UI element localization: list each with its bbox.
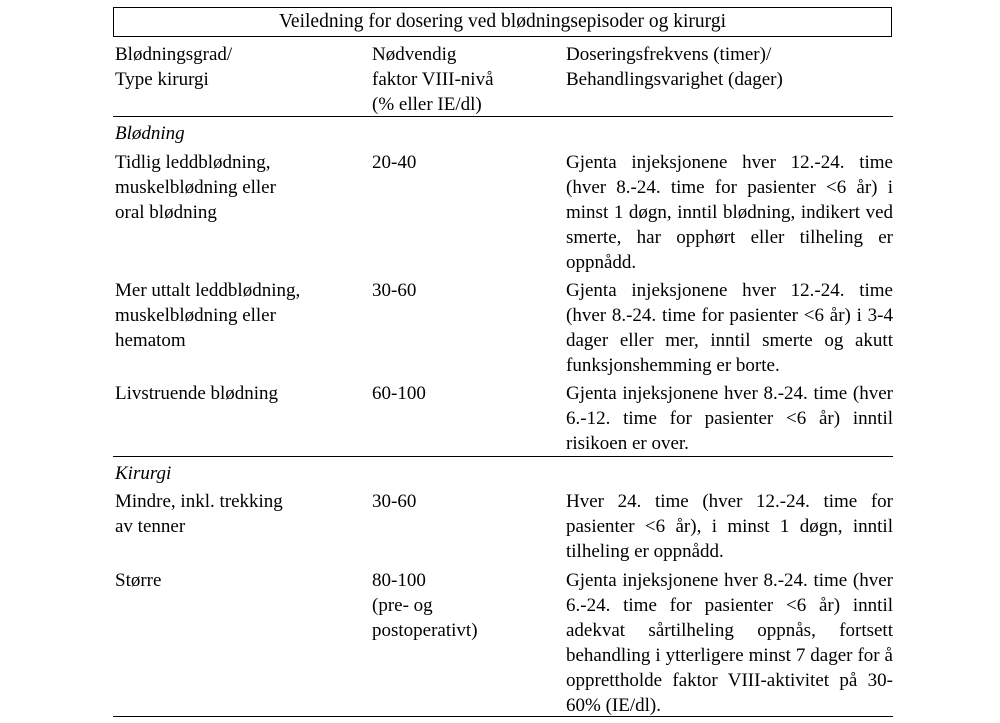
section-divider (113, 456, 893, 457)
row-type: Mindre, inkl. trekking av tenner (115, 491, 283, 537)
row-dosing: Gjenta injeksjonene hver 12.-24. time (hver 8.-24. time for pasienter <6 år) i minst 1 døgn, inntil blødning, indikert ved smerte, har opphørt eller tilheling er oppnådd. (566, 152, 893, 273)
row-level: 20-40 (372, 152, 417, 173)
row-dosing: Hver 24. time (hver 12.-24. time for pasienter <6 år), i minst 1 døgn, inntil tilheling er oppnådd. (566, 491, 893, 562)
row-type: Tidlig leddblødning, muskelblødning eller oral blødning (115, 152, 276, 223)
row-level: 60-100 (372, 383, 426, 404)
section-label-bleeding: Blødning (115, 123, 185, 144)
row-level: 30-60 (372, 491, 417, 512)
row-type: Større (115, 570, 162, 591)
table-bottom-border (113, 716, 893, 717)
header-dosing-frequency: Doseringsfrekvens (timer)/ Behandlingsvarighet (dager) (566, 44, 783, 90)
row-level: 30-60 (372, 280, 417, 301)
row-type: Mer uttalt leddblødning, muskelblødning eller hematom (115, 280, 301, 351)
row-dosing: Gjenta injeksjonene hver 8.-24. time (hver 6.-24. time for pasienter <6 år) inntil adekvat sårtilheling oppnås, fortsett behandling i ytterligere minst 7 dager for å opprettholde faktor VIII-aktivitet på 30-60% (IE/dl). (566, 570, 893, 716)
row-level: 80-100 (pre- og postoperativt) (372, 570, 478, 641)
row-type: Livstruende blødning (115, 383, 279, 404)
header-bleeding-type: Blødningsgrad/ Type kirurgi (115, 44, 233, 90)
table-title: Veiledning for dosering ved blødningsepisoder og kirurgi (113, 7, 892, 37)
section-label-surgery: Kirurgi (115, 463, 172, 484)
header-divider (113, 116, 893, 117)
row-dosing: Gjenta injeksjonene hver 8.-24. time (hver 6.-12. time for pasienter <6 år) inntil risikoen er over. (566, 383, 893, 454)
header-factor-level: Nødvendig faktor VIII-nivå (% eller IE/dl) (372, 44, 494, 115)
row-dosing: Gjenta injeksjonene hver 12.-24. time (hver 8.-24. time for pasienter <6 år) i 3-4 dager eller mer, inntil smerte og akutt funksjonshemming er borte. (566, 280, 893, 376)
